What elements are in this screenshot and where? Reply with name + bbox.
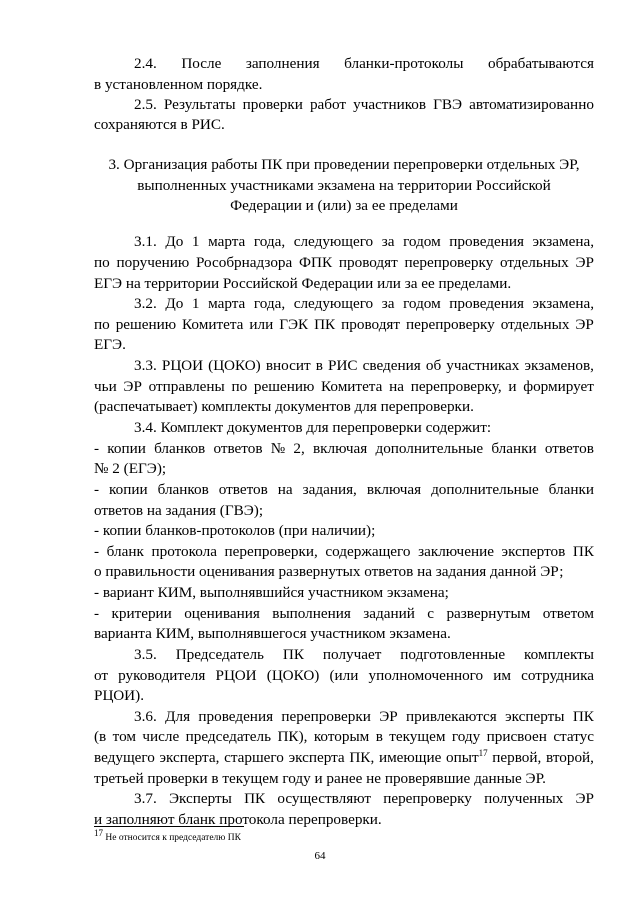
footnote-text: Не относится к председателю ПК [103,833,241,843]
text-line: РЦОИ). [94,687,145,704]
text-line: - вариант КИМ, выполнявшийся участником экзамена; [94,584,449,601]
text-line: по решению Комитета или ГЭК ПК проводят перепроверку отдельных ЭР [94,316,594,333]
text-line: - копии бланков ответов № 2, включая дополнительные бланки ответов [94,440,594,457]
text-line: третьей проверки в текущем году и ранее не проверявшие данные ЭР. [94,770,546,787]
text-line: и заполняют бланк протокола перепроверки. [94,811,382,828]
text-line: ЕГЭ. [94,336,126,353]
text-line: 3.6. Для проведения перепроверки ЭР привлекаются эксперты ПК [134,708,594,725]
footnote [94,827,241,844]
text-line: 3.2. До 1 марта года, следующего за годом проведения экзамена, [134,295,594,312]
text-line: 3.4. Комплект документов для перепроверки содержит: [134,419,492,436]
text-line: - бланк протокола перепроверки, содержащего заключение экспертов ПК [94,543,594,560]
text-line: по поручению Рособрнадзора ФПК проводят перепроверку отдельных ЭР [94,254,594,271]
text-line: в установленном порядке. [94,76,263,93]
footnote-mark: 17 [94,827,103,838]
text-line: 3. Организация работы ПК при проведении перепроверки отдельных ЭР, [108,156,580,173]
text-line: 3.5. Председатель ПК получает подготовленные комплекты [134,646,594,663]
footnote-rule [94,826,244,827]
text-line: 2.4. После заполнения бланки-протоколы обрабатываются [134,55,594,72]
text-line: о правильности оценивания развернутых ответов на задания данной ЭР; [94,563,564,580]
text-line: - копии бланков ответов на задания, включая дополнительные бланки [94,481,594,498]
text-line: 3.7. Эксперты ПК осуществляют перепроверку полученных ЭР [134,790,594,807]
text-line: - критерии оценивания выполнения заданий с развернутым ответом [94,605,594,622]
text-line: чьи ЭР отправлены по решению Комитета на перепроверку, и формирует [94,378,594,395]
text-line: выполненных участниками экзамена на территории Российской [137,177,551,194]
text-line: ЕГЭ на территории Российской Федерации или за ее пределами. [94,275,512,292]
text-line: 2.5. Результаты проверки работ участников ГВЭ автоматизированно [134,96,594,113]
text-line: от руководителя РЦОИ (ЦОКО) (или уполномоченного им сотрудника [94,667,594,684]
text-line: 3.1. До 1 марта года, следующего за годом проведения экзамена, [134,233,594,250]
text-line: № 2 (ЕГЭ); [94,460,167,477]
text-line: ответов на задания (ГВЭ); [94,502,264,519]
text-line: Федерации и (или) за ее пределами [230,197,458,214]
text-line: варианта КИМ, выполнявшегося участником экзамена. [94,625,451,642]
page-number: 64 [314,850,326,862]
text-line: сохраняются в РИС. [94,116,225,133]
text-line: (в том числе председатель ПК), которым в текущем году присвоен статус [94,728,594,745]
text-line: ведущего эксперта, старшего эксперта ПК, имеющие опыт$^{17}$ первой, второй, [94,747,594,766]
text-line: (распечатывает) комплекты документов для перепроверки. [94,398,474,415]
text-line: - копии бланков-протоколов (при наличии); [94,522,376,539]
text-line: 3.3. РЦОИ (ЦОКО) вносит в РИС сведения об участниках экзаменов, [134,357,594,374]
